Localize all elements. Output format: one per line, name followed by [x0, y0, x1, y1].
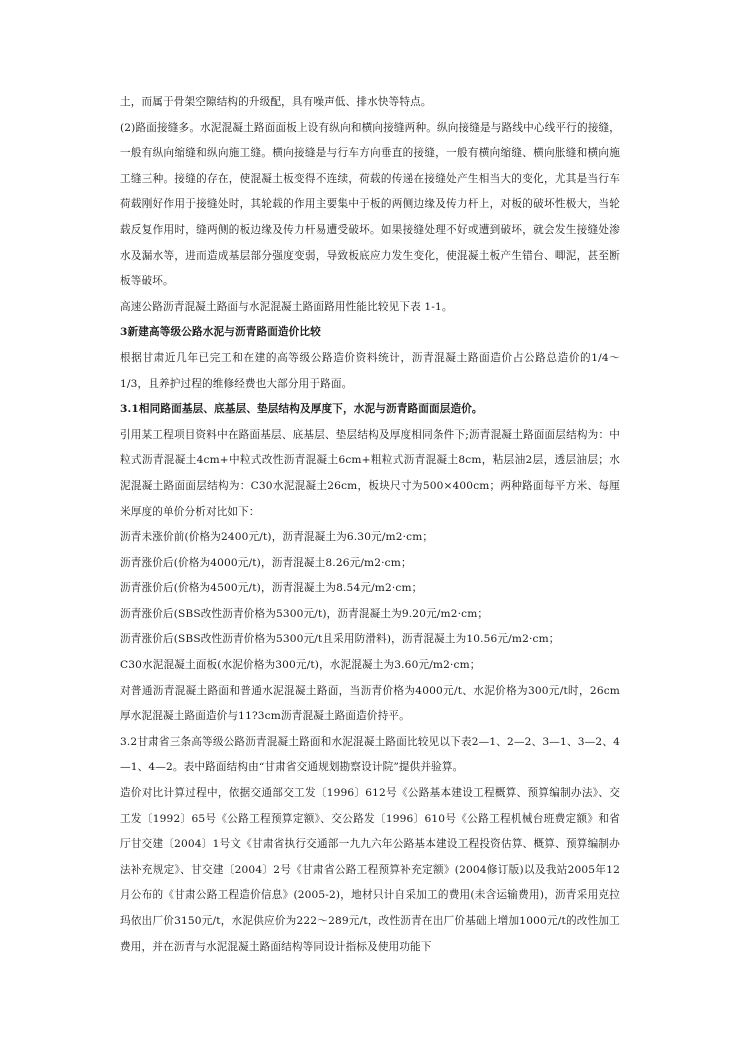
price-line-1: 沥青未涨价前(价格为2400元/t)，沥青混凝土为6.30元/m2·cm； [120, 531, 434, 544]
paragraph-cost-statistics: 根据甘肃近几年已完工和在建的高等级公路造价资料统计，沥青混凝土路面造价占公路总造价的1/4～1/3，且养护过程的维修经费也大部分用于路面。 [120, 351, 620, 390]
price-line-4: 沥青涨价后(SBS改性沥青价格为5300元/t)，沥青混凝土为9.20元/m2·cm； [120, 607, 489, 620]
paragraph-structure-comparison: 引用某工程项目资料中在路面基层、底基层、垫层结构及厚度相同条件下;沥青混凝土路面面层结构为：中粒式沥青混凝土4cm+中粒式改性沥青混凝土6cm+粗粒式沥青混凝土8cm，粘层油2层，透层油层；水泥混凝土路面面层结构为：C30水泥混凝土26cm，板块尺寸为500×400cm；两种路面每平方米、每厘米厚度的单价分析对比如下： [120, 428, 620, 518]
paragraph-calculation-basis: 造价对比计算过程中，依据交通部交工发〔1996〕612号《公路基本建设工程概算、预算编制办法》、交工发〔1992〕65号《公路工程预算定额》、交公路发〔1996〕610号《公路工程机械台班费定额》和省厅甘交建〔2004〕1号文《甘肃省执行交通部一九九六年公路基本建设工程投资估算、概算、预算编制办法补充规定》、甘交建〔2004〕2号《甘肃省公路工程预算补充定额》(2004修订版)以及我站2005年12月公布的《甘肃公路工程造价信息》(2005-2)，地材只计自采加工的费用(未含运输费用)，沥青采用克拉玛依出厂价3150元/t，水泥供应价为222～289元/t，改性沥青在出厂价基础上增加1000元/t的改性加工费用，并在沥青与水泥混凝土路面结构等同设计指标及使用功能下 [120, 787, 620, 953]
price-line-6: C30水泥混凝土面板(水泥价格为300元/t)，水泥混凝土为3.60元/m2·cm； [120, 659, 481, 672]
paragraph-joints: (2)路面接缝多。水泥混凝土路面面板上设有纵向和横向接缝两种。纵向接缝是与路线中心线平行的接缝，一般有纵向缩缝和纵向施工缝。横向接缝是与行车方向垂直的接缝，一般有横向缩缝、横向胀缝和横向施工缝三种。接缝的存在，使混凝土板变得不连续，荷载的传递在接缝处产生相当大的变化，尤其是当行车荷载刚好作用于接缝处时，其轮载的作用主要集中于板的两侧边缘及传力杆上，对板的破坏性极大，当轮载反复作用时，缝两侧的板边缘及传力杆易遭受破坏。如果接缝处理不好或遭到破坏，就会发生接缝处渗水及漏水等，进而造成基层部分强度变弱，导致板底应力发生变化，使混凝土板产生错台、唧泥，甚至断板等破坏。 [120, 121, 620, 288]
price-line-5: 沥青涨价后(SBS改性沥青价格为5300元/t且采用防滑料)，沥青混凝土为10.56元/m2·cm； [120, 633, 560, 646]
paragraph-intro-continuation: 土，而属于骨架空隙结构的升级配，具有噪声低、排水快等特点。 [120, 96, 432, 108]
document-body [120, 90, 620, 960]
paragraph-cost-parity: 对普通沥青混凝土路面和普通水泥混凝土路面，当沥青价格为4000元/t、水泥价格为300元/t时，26cm厚水泥混凝土路面造价与11?3cm沥青混凝土路面造价持平。 [120, 684, 620, 723]
price-line-3: 沥青涨价后(价格为4500元/t)，沥青混凝土为8.54元/m2·cm； [120, 582, 423, 595]
section-heading-3: 3新建高等级公路水泥与沥青路面造价比较 [120, 326, 321, 339]
section-heading-3-1: 3.1相同路面基层、底基层、垫层结构及厚度下，水泥与沥青路面面层造价。 [120, 403, 483, 416]
paragraph-section-3-2: 3.2甘肃省三条高等级公路沥青混凝土路面和水泥混凝土路面比较见以下表2—1、2—2、3—1、3—2、4—1、4—2。表中路面结构由“甘肃省交通规划勘察设计院”提供并验算。 [120, 735, 620, 774]
price-line-2: 沥青涨价后(价格为4000元/t)，沥青混凝土8.26元/m2·cm； [120, 556, 412, 569]
paragraph-table-reference: 高速公路沥青混凝土路面与水泥混凝土路面路用性能比较见下表 1-1。 [120, 300, 453, 313]
